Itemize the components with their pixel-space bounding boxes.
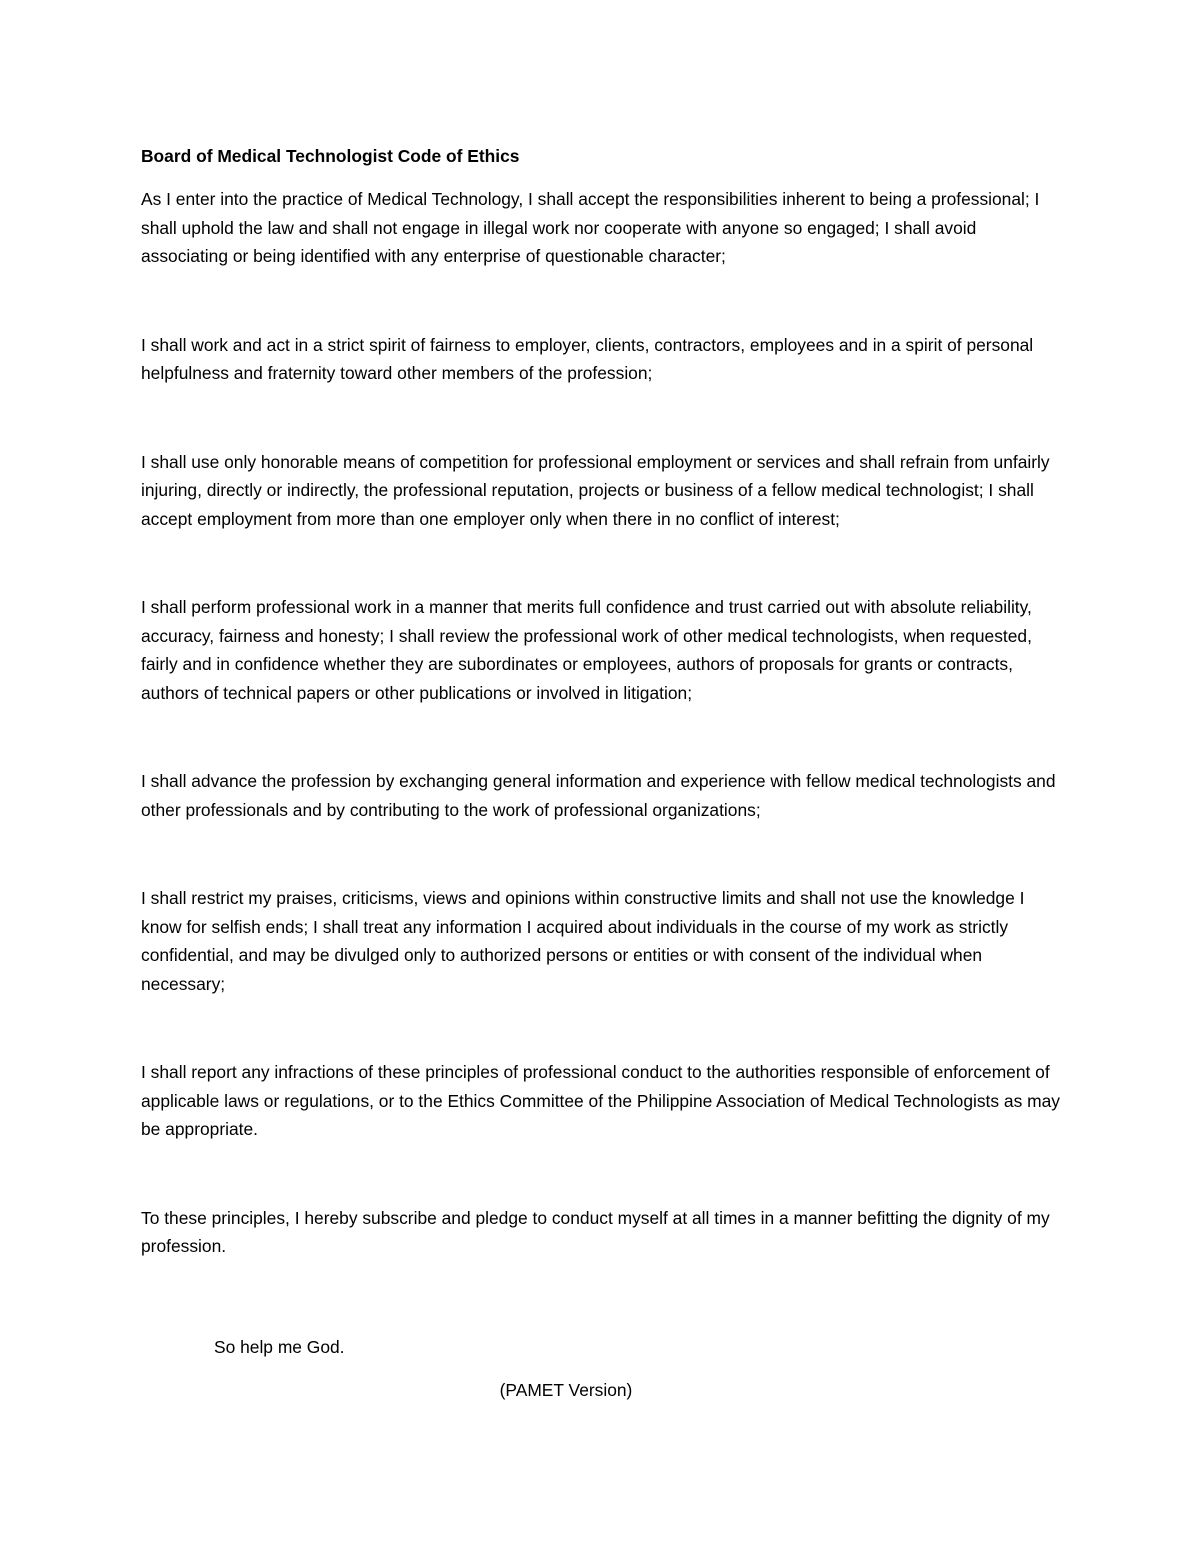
paragraph-fairness: I shall work and act in a strict spirit of fairness to employer, clients, contractors, employees and in a spirit of personal helpfulness and fraternity toward other members of the profession;	[141, 334, 1034, 383]
paragraph-confidentiality: I shall restrict my praises, criticisms, views and opinions within constructive limits and shall not use the knowledge I know for selfish ends; I shall treat any information I acquired about individuals in the course of my work as strictly confidential, and may be divulged only to authorized persons or entities or with consent of the individual when necessary;	[141, 888, 1025, 994]
paragraph-competition: I shall use only honorable means of competition for professional employment or services and shall refrain from unfairly injuring, directly or indirectly, the professional reputation, projects or business of a fellow medical technologist; I shall accept employment from more than one employer only when there in no conflict of interest;	[141, 451, 1050, 529]
paragraph-report-infractions: I shall report any infractions of these principles of professional conduct to the authorities responsible of enforcement of applicable laws or regulations, or to the Ethics Committee of the Philippine Association of Medical Technologists as may be appropriate.	[141, 1062, 1060, 1139]
paragraph-professional-work: I shall perform professional work in a manner that merits full confidence and trust carried out with absolute reliability, accuracy, fairness and honesty; I shall review the professional work of other medical technologists, when requested, fairly and in confidence whether they are subordinates or employees, authors of proposals for grants or contracts, authors of technical papers or other publications or involved in litigation;	[141, 597, 1032, 703]
document-title: Board of Medical Technologist Code of Ethics	[141, 146, 520, 166]
signoff-line: So help me God.	[214, 1337, 345, 1357]
paragraph-intro: As I enter into the practice of Medical Technology, I shall accept the responsibilities inherent to being a professional; I shall uphold the law and shall not engage in illegal work nor cooperate with anyone so engaged; I shall avoid associating or being identified with any enterprise of questionable character;	[141, 189, 1040, 266]
paragraph-advance-profession: I shall advance the profession by exchanging general information and experience with fellow medical technologists and other professionals and by contributing to the work of professional organizations;	[141, 771, 1056, 820]
document-body	[141, 142, 1061, 1261]
version-note: (PAMET Version)	[499, 1380, 633, 1400]
paragraph-pledge: To these principles, I hereby subscribe and pledge to conduct myself at all times in a manner befitting the dignity of my profession.	[141, 1207, 1050, 1256]
